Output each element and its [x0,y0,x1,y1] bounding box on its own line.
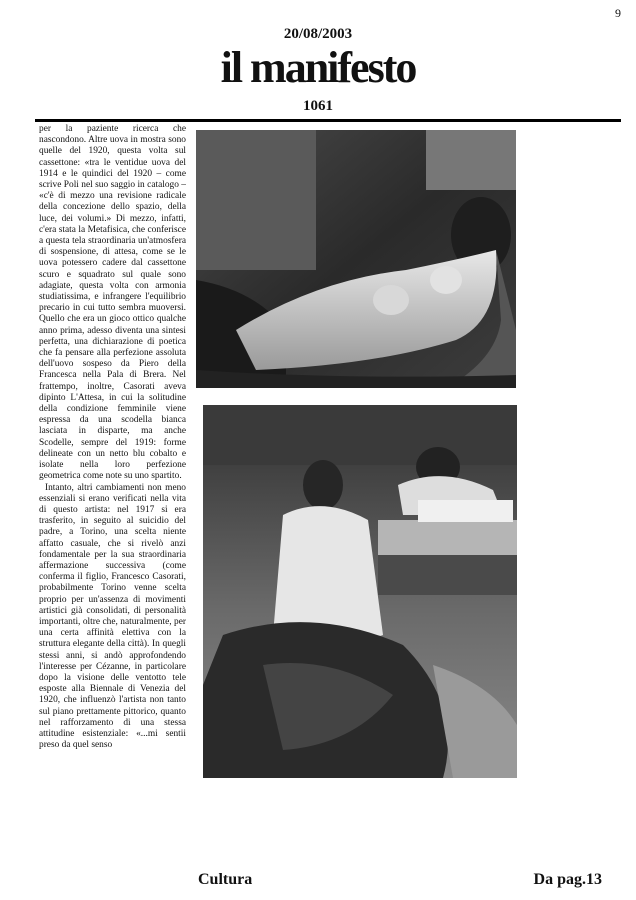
newspaper-masthead: il manifesto [220,43,416,92]
article-paragraph: per la paziente ricerca che nascondono. Altre uova in mostra sono quelle del 1920, questa volta sul cassettone: «tra le ventidue uova del 1914 e le quindici del 1920 – come scrive Poli nel suo saggio in catalogo – «c'è di mezzo una revisione radicale della concezione dello spazio, della luce, dei volumi.» Di mezzo, infatti, c'era stata la Metafisica, che conferisce a questa tela straordinaria un'atmosfera di sospensione, di attesa, come se le uova potessero cadere dal cassettone scuro e squadrato sul quale sono adagiate, questa volta con armonia studiatissima, e infrangere l'equilibrio precario in cui tutto sembra muoversi. Quello che era un gioco ottico qualche anno prima, adesso diventa una sintesi perfetta, una dichiarazione di poetica che fa pensare alla perfezione assoluta dell'uovo sospeso da Piero della Francesca nella Pala di Brera. Nel frattempo, inoltre, Casorati aveva dipinto L'Attesa, in cui la solitudine della condizione femminile viene espressa da una scodella bianca lasciata in disparte, ma anche Scodelle, sempre del 1919: forme delineate con un netto blu cobalto e isolate nella loro perfezione geometrica come note su uno spartito. [39,124,186,482]
header-rule [35,119,621,122]
continued-from-label: Da pag.13 [533,871,602,888]
section-label: Cultura [198,871,253,888]
issue-date: 20/08/2003 [283,26,353,42]
article-column [39,124,186,751]
issue-number: 1061 [303,98,333,114]
article-paragraph: Intanto, altri cambiamenti non meno essenziali si erano verificati nella vita di questo artista: nel 1917 si era trasferito, in seguito al suicidio del padre, a Torino, una scelta niente affatto casuale, che si rivelò anzi fondamentale per la sua straordinaria affermazione successiva (come conferma il figlio, Francesco Casorati, probabilmente Torino venne scelta proprio per un'assenza di movimenti artistici già consolidati, di personalità importanti, oltre che, naturalmente, per una certa affinità elettiva con la struttura elegante della città). In quegli stessi anni, si andò approfondendo l'interesse per Cézanne, in particolare dopo la visione delle ventotto tele esposte alla Biennale di Venezia del 1920, che influenzò l'artista non tanto sul piano prettamente pittorico, quanto nel rafforzamento di una stessa attitudine esistenziale: «...mi sentii preso da quel senso [39,482,186,751]
seated-woman-photo [203,405,517,778]
reclining-nude-photo [196,130,516,388]
page-number: 9 [615,6,621,20]
